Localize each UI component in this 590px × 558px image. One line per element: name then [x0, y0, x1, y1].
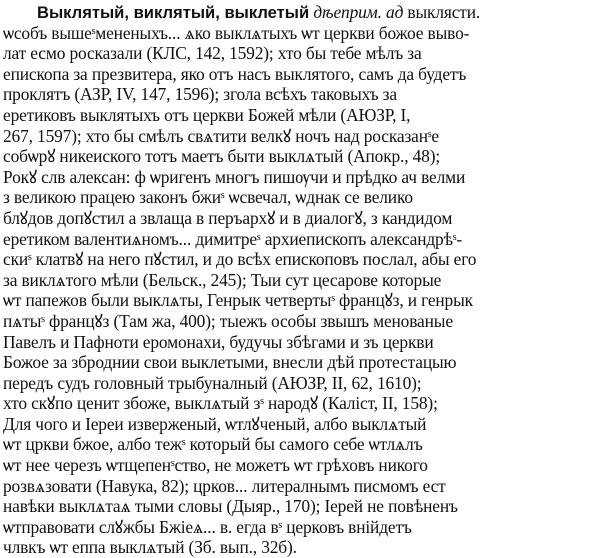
entry-line-17: Павелъ и Пафноти еромонахи, будучы збѣгами и зъ церкви: [3, 331, 434, 352]
entry-line-16: пѧтыˢ францꙋз (Там жа, 400); тыежъ особы звышъ менованые: [3, 310, 453, 331]
entry-line-25: навѣки выклѧтаѧ тыми словы (Дыяр., 170); Iерей не повѣненъ: [3, 496, 458, 517]
entry-line-12: еретиком валентиѧномъ... димитреˢ архиепископъ александрѣˢ-: [3, 228, 463, 249]
headword: Выклятый, виклятый, выклетый: [37, 3, 310, 22]
entry-line-15: ѡт папежов были выклѧты, Генрык четвертыˢ францꙋз, и генрык: [3, 290, 473, 311]
entry-line-9: Рокꙋ слв алексан: ф ѡригенъ многъ пишѹчи и прѣдко ач велми: [3, 166, 466, 187]
entry-line-8: собѡрꙋ никеиского тотъ маетъ быти выклѧтый (Апокр., 48);: [3, 146, 441, 167]
etymon-reference: выклясти.: [407, 2, 481, 22]
entry-line-22: ѡт цркви бжое, албо тежˢ который бы самого себе ѡтлѧлъ: [3, 434, 423, 455]
entry-line-27: члвкъ ѡт еппа выклѧтый (Зб. вып., 32б).: [3, 537, 297, 558]
entry-line-19: передъ судъ головный трыбуналный (АЮЗР, II, 62, 1610);: [3, 372, 422, 393]
grammar-label: дѣеприм. ад: [313, 2, 404, 22]
entry-line-2: ѡсобъ вышеˢмененыхъ... ѧко выклѧтыхъ ѡт церкви божое выво-: [3, 22, 470, 43]
entry-line-14: за виклѧтого мѣли (Бельск., 245); Тыи сут цесарове которые: [3, 269, 442, 290]
entry-line-10: з великою працею законъ бжиˢ ѡсвечал, ѡднак се велико: [3, 187, 413, 208]
entry-line-3: лат есмо росказали (КЛС, 142, 1592); хто бы тебе мѣлъ за: [3, 43, 422, 64]
entry-line-24: розвѧзовати (Навука, 82); црков... литералнымъ писмомъ ест: [3, 475, 446, 496]
entry-line-13: скиˢ клатвꙋ на него пꙋстил, и до всѣх епископовъ послал, абы его: [3, 249, 477, 270]
entry-line-23: ѡт нее черезъ ѡтщепенˢство, не можетъ ѡт грѣховъ никого: [3, 455, 428, 476]
entry-line-4: епископа за презвитера, яко отъ насъ выклятого, самъ да будетъ: [3, 63, 467, 84]
entry-line-11: блꙋдов допꙋстил а звлаща в перъархꙋ и в диалогꙋ, з кандидом: [3, 207, 453, 228]
entry-line-7: 267, 1597); хто бы смѣлъ свѧтити велкꙋ ночъ над росказанˢе: [3, 125, 439, 146]
entry-line-18: Божое за зброднии свои выклетыми, внесли дѣй протестацыю: [3, 352, 457, 373]
entry-line-6: еретиковъ выклятыхъ отъ церкви Божей мѣли (АЮЗР, I,: [3, 104, 411, 125]
dictionary-entry: [3, 2, 587, 558]
entry-line-5: проклятъ (АЗР, IV, 147, 1596); згола всѣхъ таковыхъ за: [3, 84, 397, 105]
entry-line-1: [3, 2, 587, 23]
entry-line-26: ѡтправовати слꙋжбы Бжiеѧ... в. егда вˢ церковъ внiйдетъ: [3, 516, 412, 537]
entry-line-20: хто скꙋпо ценит збоже, выклѧтый зˢ народꙋ (Калiст, II, 158);: [3, 393, 438, 414]
entry-line-21: Для чого и Iереи изверженый, ѡтлꙋченый, албо выклѧтый: [3, 413, 427, 434]
